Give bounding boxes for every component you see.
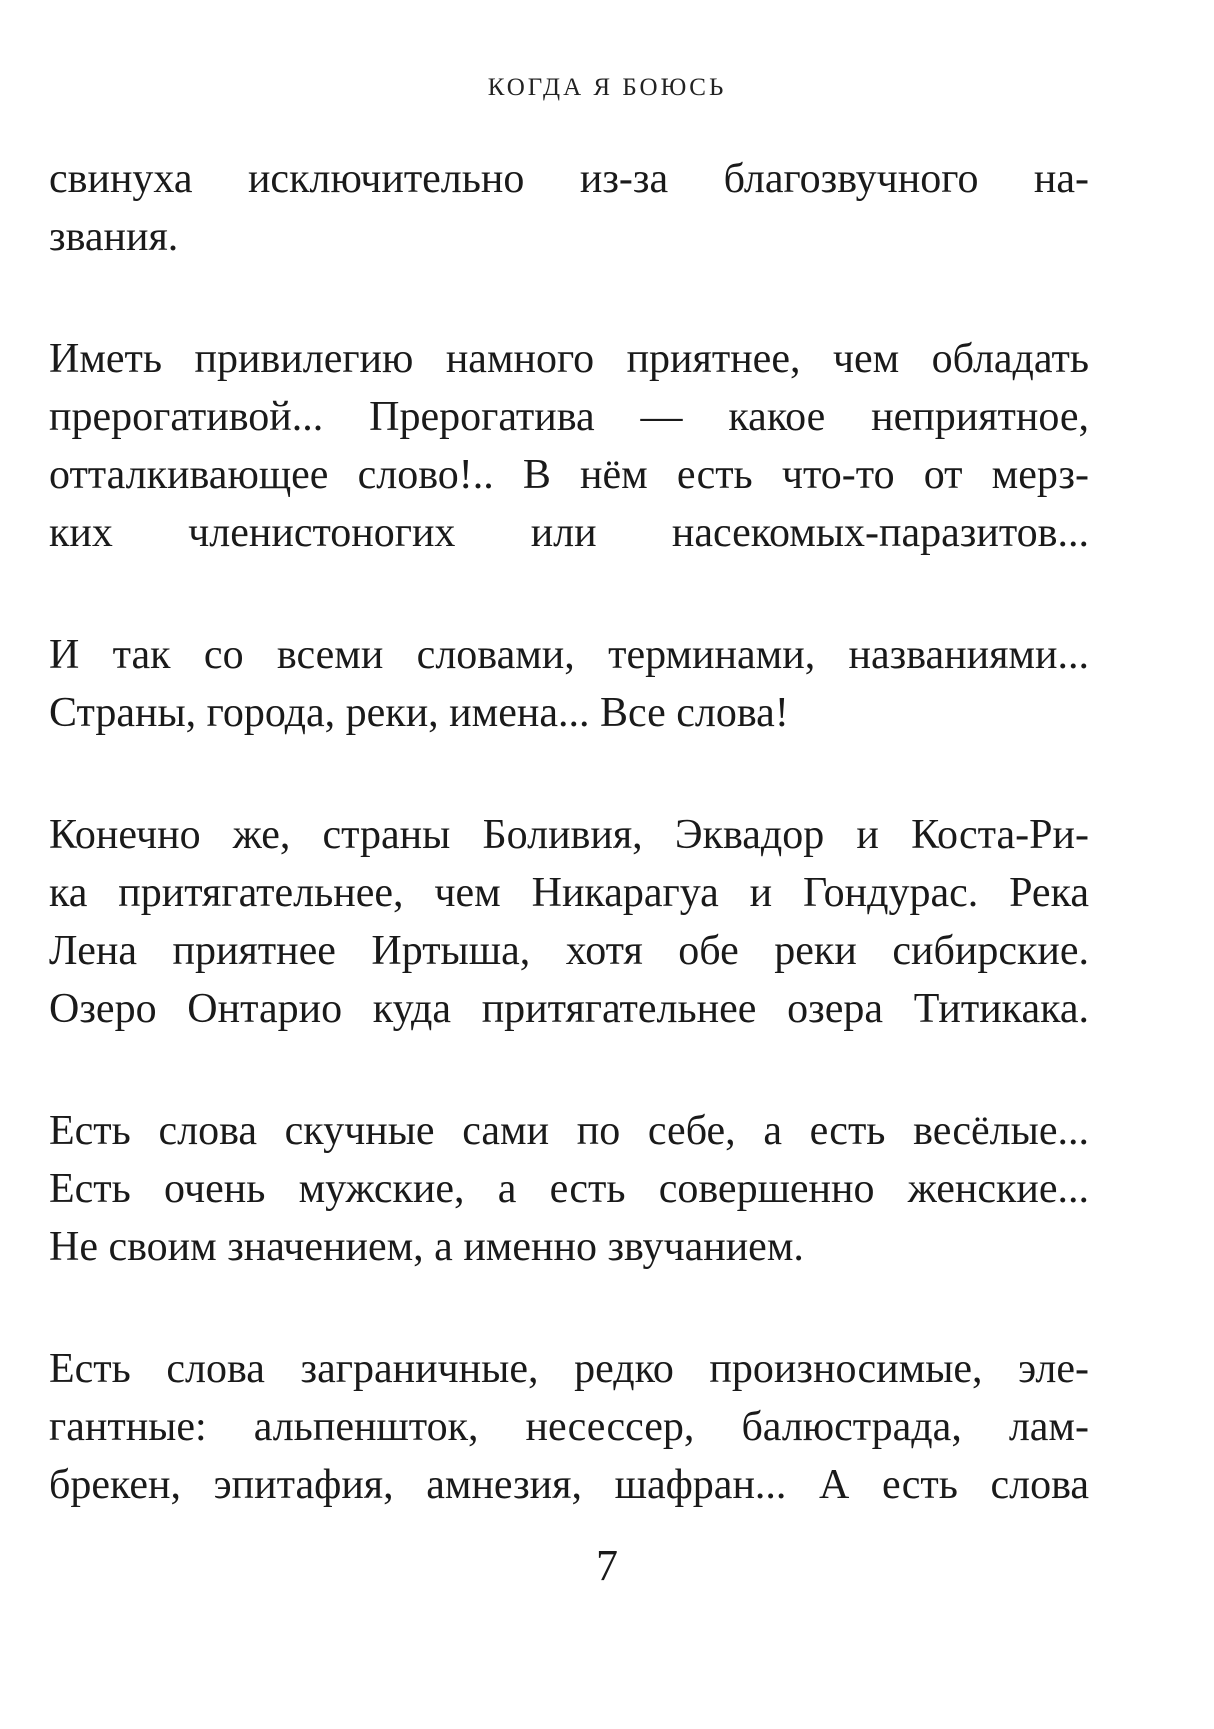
text-line: отталкивающее слово!.. В нём есть что-то от мерз- <box>49 452 1089 498</box>
text-line: Конечно же, страны Боливия, Эквадор и Коста-Ри- <box>49 812 1089 858</box>
text-line: Озеро Онтарио куда притягательнее озера Титикака. <box>49 986 1089 1032</box>
text-line: брекен, эпитафия, амнезия, шафран... А есть слова <box>49 1462 1089 1508</box>
paragraph <box>49 806 1089 1038</box>
text-line: Есть слова заграничные, редко произносимые, эле- <box>49 1346 1089 1392</box>
paragraph <box>49 626 1089 742</box>
text-line: гантные: альпеншток, несессер, балюстрада, лам- <box>49 1404 1089 1450</box>
text-line: Страны, города, реки, имена... Все слова! <box>49 690 789 736</box>
paragraph <box>49 1102 1089 1276</box>
page-body <box>49 150 1089 1578</box>
text-line: ка притягательнее, чем Никарагуа и Гондурас. Река <box>49 870 1089 916</box>
text-line: Лена приятнее Иртыша, хотя обе реки сибирские. <box>49 928 1089 974</box>
text-line: Не своим значением, а именно звучанием. <box>49 1224 804 1270</box>
paragraph <box>49 150 1089 266</box>
text-line: Есть слова скучные сами по себе, а есть весёлые... <box>49 1108 1089 1154</box>
text-line: звания. <box>49 214 179 260</box>
text-line: свинуха исключительно из-за благозвучного на- <box>49 156 1089 202</box>
paragraph <box>49 330 1089 562</box>
text-line: Иметь привилегию намного приятнее, чем обладать <box>49 336 1089 382</box>
text-line: ких членистоногих или насекомых-паразитов... <box>49 510 1089 556</box>
running-head: КОГДА Я БОЮСЬ <box>487 74 727 101</box>
text-line: Есть очень мужские, а есть совершенно женские... <box>49 1166 1089 1212</box>
text-line: прерогативой... Прерогатива — какое неприятное, <box>49 394 1089 440</box>
paragraph <box>49 1340 1089 1514</box>
page-number: 7 <box>596 1541 618 1590</box>
text-line: И так со всеми словами, терминами, названиями... <box>49 632 1089 678</box>
